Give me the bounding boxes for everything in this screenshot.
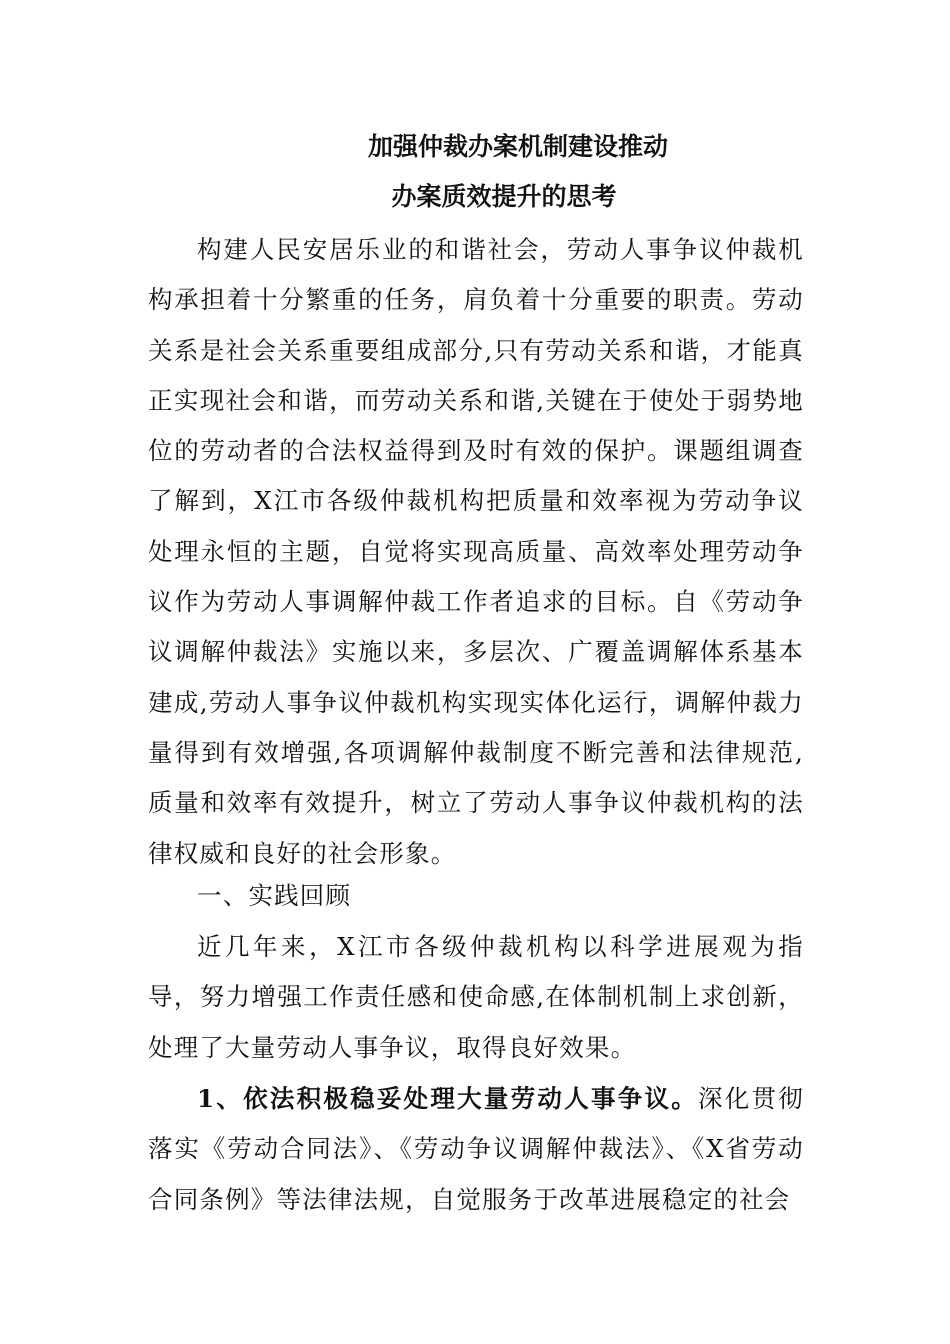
paragraph-point-1 — [148, 1074, 804, 1225]
section-heading-practice-review: 一、实践回顾 — [197, 881, 352, 910]
paragraph-review: 近几年来，X江市各级仲裁机构以科学进展观为指导，努力增强工作责任感和使命感,在体制机制上求创新，处理了大量劳动人事争议，取得良好效果。 — [148, 932, 804, 1062]
paragraph-intro: 构建人民安居乐业的和谐社会，劳动人事争议仲裁机构承担着十分繁重的任务，肩负着十分重要的职责。劳动关系是社会关系重要组成部分,只有劳动关系和谐，才能真正实现社会和谐，而劳动关系和谐,关键在于使处于弱势地位的劳动者的合法权益得到及时有效的保护。课题组调查了解到，X江市各级仲裁机构把质量和效率视为劳动争议处理永恒的主题，自觉将实现高质量、高效率处理劳动争议作为劳动人事调解仲裁工作者追求的目标。自《劳动争议调解仲裁法》实施以来，多层次、广覆盖调解体系基本建成,劳动人事争议仲裁机构实现实体化运行，调解仲裁力量得到有效增强,各项调解仲裁制度不断完善和法律规范,质量和效率有效提升，树立了劳动人事争议仲裁机构的法律权威和良好的社会形象。 — [148, 235, 804, 868]
point-1-text: 深化贯彻落实《劳动合同法》、《劳动争议调解仲裁法》、《X省劳动合同条例》等法律法规，自觉服务于改革进展稳定的社会 — [148, 1084, 804, 1214]
document-title-line-2: 办案质效提升的思考 — [391, 182, 617, 211]
point-1-lead: 1、依法积极稳妥处理大量劳动人事争议。 — [197, 1084, 698, 1113]
document-title-line-1: 加强仲裁办案机制建设推动 — [367, 132, 668, 161]
